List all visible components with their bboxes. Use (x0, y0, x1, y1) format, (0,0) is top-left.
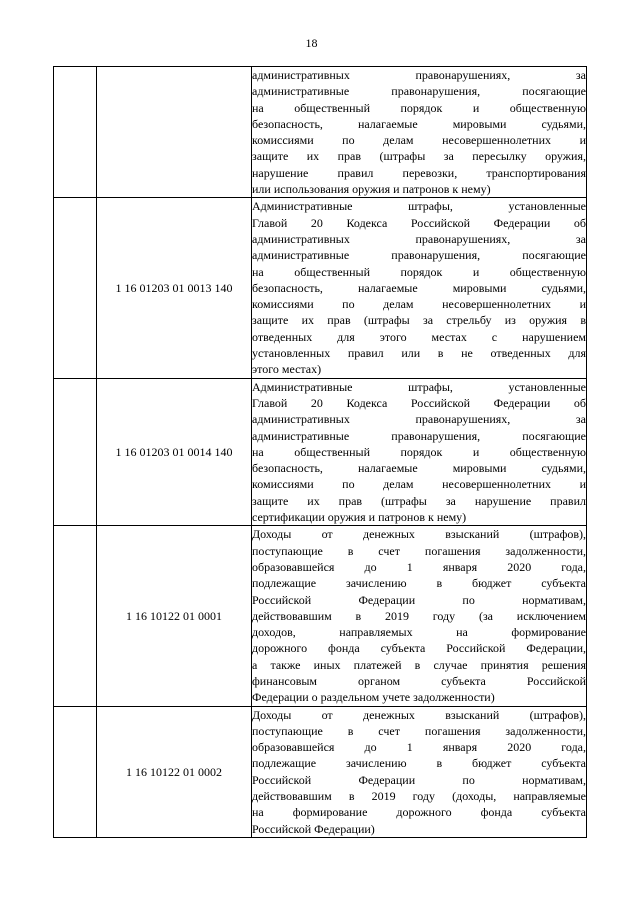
description-cell (252, 706, 587, 837)
description-line: защите их прав (штрафы за стрельбу из оружия в (252, 313, 586, 328)
code-cell: 1 16 01203 01 0013 140 (97, 198, 252, 378)
description-line: Российской Федерации) (252, 821, 375, 836)
description-line: административных правонарушениях, за (252, 231, 586, 246)
table-row (54, 67, 587, 198)
description-line: административные правонарушения, посягающие (252, 84, 586, 99)
description-line: комиссиями по делам несовершеннолетних и (252, 297, 586, 312)
description-line: доходов, направляемых на формирование (252, 625, 586, 640)
description-line: отведенных для этого местах с нарушением (252, 329, 586, 344)
description-cell (252, 198, 587, 378)
code-cell (97, 67, 252, 198)
description-line: на общественный порядок и общественную (252, 264, 586, 279)
description-line: Административные штрафы, установленные (252, 199, 586, 214)
description-line: поступающие в счет погашения задолженности, (252, 723, 586, 738)
description-line: подлежащие зачислению в бюджет субъекта (252, 576, 586, 591)
description-line: административных правонарушениях, за (252, 412, 586, 427)
empty-cell (54, 706, 97, 837)
code-cell: 1 16 10122 01 0002 (97, 706, 252, 837)
description-line: действовавшим в 2019 году (за исключением (252, 608, 586, 623)
description-line: а также иных платежей в случае принятия решения (252, 657, 586, 672)
description-line: безопасность, налагаемые мировыми судьями, (252, 280, 586, 295)
description-line: Доходы от денежных взысканий (штрафов), (252, 527, 586, 542)
description-cell (252, 67, 587, 198)
description-line: Главой 20 Кодекса Российской Федерации об (252, 215, 586, 230)
description-line: комиссиями по делам несовершеннолетних и (252, 133, 586, 148)
description-line: защите их прав (штрафы за пересылку оружия, (252, 149, 586, 164)
description-line: действовавшим в 2019 году (доходы, направляемые (252, 789, 586, 804)
description-line: Российской Федерации по нормативам, (252, 592, 586, 607)
description-line: комиссиями по делам несовершеннолетних и (252, 477, 586, 492)
description-line: поступающие в счет погашения задолженности, (252, 543, 586, 558)
empty-cell (54, 67, 97, 198)
description-line: защите их прав (штрафы за нарушение правил (252, 493, 586, 508)
empty-cell (54, 526, 97, 706)
code-cell: 1 16 01203 01 0014 140 (97, 378, 252, 526)
description-line: образовавшейся до 1 января 2020 года, (252, 559, 586, 574)
description-line: безопасность, налагаемые мировыми судьями, (252, 461, 586, 476)
page-number: 18 (305, 36, 318, 50)
description-line: безопасность, налагаемые мировыми судьями, (252, 116, 586, 131)
description-line: установленных правил или в не отведенных для (252, 346, 586, 361)
description-line: Российской Федерации по нормативам, (252, 772, 586, 787)
description-line: административные правонарушения, посягающие (252, 428, 586, 443)
description-line: подлежащие зачислению в бюджет субъекта (252, 756, 586, 771)
description-line: административные правонарушения, посягающие (252, 248, 586, 263)
description-line: на общественный порядок и общественную (252, 444, 586, 459)
description-line: дорожного фонда субъекта Российской Федерации, (252, 641, 586, 656)
description-line: этого местах) (252, 362, 322, 377)
description-line: нарушение правил перевозки, транспортирования (252, 165, 586, 180)
description-line: или использования оружия и патронов к нему) (252, 182, 491, 197)
empty-cell (54, 198, 97, 378)
description-cell (252, 526, 587, 706)
description-cell (252, 378, 587, 526)
table-row (54, 378, 587, 526)
description-line: Федерации о раздельном учете задолженности) (252, 690, 495, 705)
description-line: Административные штрафы, установленные (252, 379, 586, 394)
description-line: на формирование дорожного фонда субъекта (252, 805, 586, 820)
empty-cell (54, 378, 97, 526)
description-line: финансовым органом субъекта Российской (252, 673, 586, 688)
table-body (54, 67, 587, 838)
description-line: сертификации оружия и патронов к нему) (252, 510, 467, 525)
description-line: на общественный порядок и общественную (252, 100, 586, 115)
description-line: образовавшейся до 1 января 2020 года, (252, 740, 586, 755)
description-line: Доходы от денежных взысканий (штрафов), (252, 707, 586, 722)
budget-codes-table (53, 66, 587, 838)
table-row (54, 706, 587, 837)
description-line: Главой 20 Кодекса Российской Федерации об (252, 395, 586, 410)
code-cell: 1 16 10122 01 0001 (97, 526, 252, 706)
description-line: административных правонарушениях, за (252, 68, 586, 82)
table-row (54, 526, 587, 706)
table-row (54, 198, 587, 378)
